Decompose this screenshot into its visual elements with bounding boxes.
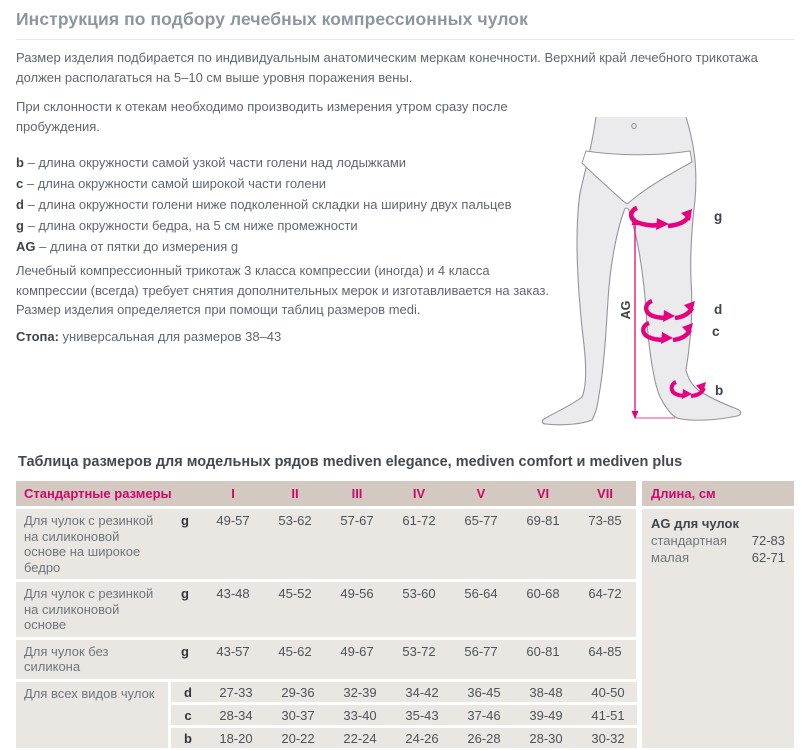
row-label: Для всех видов чулок — [16, 682, 168, 748]
value-cell: 57-67 — [340, 513, 374, 528]
value-cell: 29-36 — [281, 684, 315, 700]
page-title: Инструкция по подбору лечебных компрессионных чулок — [16, 9, 528, 29]
length-title: AG для чулок — [651, 516, 739, 531]
size-table — [16, 481, 794, 748]
value-cell: 49-67 — [340, 643, 374, 659]
value-cell: 43-57 — [216, 643, 250, 659]
value-cell: 60-81 — [526, 643, 560, 659]
value-cell: 39-49 — [529, 707, 563, 723]
definition-g — [16, 215, 561, 236]
table-row — [171, 682, 637, 702]
header-standard-sizes: Стандартные размеры — [16, 481, 202, 506]
value-cell: 40-50 — [591, 684, 625, 700]
definition-key: c — [16, 176, 24, 191]
definition-text: – длина окружности бедра, на 5 см ниже промежности — [23, 218, 358, 233]
definition-text: – длина окружности самой широкой части голени — [23, 176, 327, 191]
length-value: 72-83 — [751, 533, 785, 548]
value-cell: 64-85 — [588, 643, 622, 659]
row-measure: g — [181, 643, 189, 659]
length-row — [651, 549, 785, 566]
row-measure: c — [184, 707, 192, 723]
ag-line-label: AG — [619, 300, 633, 320]
row-label: Для чулок с резинкой на силиконовой основе — [24, 586, 154, 632]
value-cell: 34-42 — [405, 684, 439, 700]
header-size-v: V — [450, 481, 512, 506]
value-cell: 28-30 — [529, 730, 563, 746]
definition-text: – длина от пятки до измерения g — [35, 239, 239, 254]
table-row — [171, 728, 637, 748]
value-cell: 18-20 — [219, 730, 253, 746]
value-cell: 30-32 — [591, 730, 625, 746]
table-body — [16, 509, 794, 748]
value-cell: 41-51 — [591, 707, 625, 723]
g-label: g — [714, 209, 723, 224]
value-cell: 53-62 — [278, 513, 312, 528]
value-cell: 73-85 — [588, 513, 622, 528]
definition-c — [16, 173, 561, 194]
sub-rows — [171, 682, 637, 748]
value-cell: 22-24 — [343, 730, 377, 746]
header-size-vi: VI — [512, 481, 574, 506]
length-name: стандартная — [651, 533, 727, 548]
definition-key: g — [16, 218, 24, 233]
header-size-iv: IV — [388, 481, 450, 506]
header-size-i: I — [202, 481, 264, 506]
value-cell: 49-56 — [340, 586, 374, 601]
value-cell: 20-22 — [281, 730, 315, 746]
value-cell: 24-26 — [405, 730, 439, 746]
intro-section — [16, 40, 794, 450]
value-cell: 45-62 — [278, 643, 312, 659]
row-measure: b — [184, 730, 192, 746]
definition-ag — [16, 236, 561, 257]
value-cell: 45-52 — [278, 586, 312, 601]
paragraph-morning: При склонности к отекам необходимо производить измерения утром сразу после пробуждения. — [16, 99, 508, 134]
foot-note-text: универсальная для размеров 38–43 — [58, 328, 282, 344]
header-size-iii: III — [326, 481, 388, 506]
table-row — [16, 509, 636, 579]
value-cell: 53-60 — [402, 586, 436, 601]
length-row — [651, 532, 785, 549]
definition-key: AG — [16, 239, 36, 254]
table-header-row — [16, 481, 794, 506]
length-column — [642, 509, 794, 748]
value-cell: 53-72 — [402, 643, 436, 659]
table-row-group — [16, 682, 637, 748]
definition-text: – длина окружности самой узкой части голени над лодыжками — [23, 155, 407, 170]
value-cell: 69-81 — [526, 513, 560, 528]
definition-b — [16, 152, 561, 173]
value-cell: 26-28 — [467, 730, 501, 746]
value-cell: 32-39 — [343, 684, 377, 700]
length-name: малая — [651, 550, 690, 565]
value-cell: 27-33 — [219, 684, 253, 700]
length-value: 62-71 — [751, 550, 785, 565]
table-row — [171, 705, 637, 725]
header-size-ii: II — [264, 481, 326, 506]
table-row — [16, 640, 636, 679]
paragraph-custom-order: Лечебный компрессионный трикотаж 3 класса компрессии (иногда) и 4 класса компрессии (всегда) требует снятия дополнительных мерок и изготавливается на заказ. Размер изделия определяется при помощи таблиц размеров medi. — [16, 263, 550, 317]
header-size-vii: VII — [574, 481, 636, 506]
value-cell: 56-64 — [464, 586, 498, 601]
row-label: Для чулок с резинкой на силиконовой основе на широкое бедро — [24, 513, 154, 575]
value-cell: 33-40 — [343, 707, 377, 723]
value-cell: 60-68 — [526, 586, 560, 601]
paragraph-sizing: Размер изделия подбирается по индивидуальным анатомическим меркам конечности. Верхний край лечебного трикотажа должен располагаться на 5–10 см выше уровня поражения вены. — [16, 50, 758, 85]
value-cell: 49-57 — [216, 513, 250, 528]
table-row — [16, 582, 636, 637]
c-label: c — [712, 324, 720, 339]
value-cell: 61-72 — [402, 513, 436, 528]
value-cell: 56-77 — [464, 643, 498, 659]
legs-diagram-svg — [538, 105, 798, 445]
b-label: b — [715, 383, 724, 398]
definition-key: d — [16, 197, 24, 212]
table-heading: Таблица размеров для модельных рядов mediven elegance, mediven comfort и mediven plus — [18, 454, 683, 470]
value-cell: 28-34 — [219, 707, 253, 723]
row-measure: g — [181, 586, 189, 601]
definition-key: b — [16, 155, 24, 170]
definition-text: – длина окружности голени ниже подколенной складки на ширину двух пальцев — [23, 197, 512, 212]
header-length: Длина, см — [642, 481, 794, 506]
value-cell: 43-48 — [216, 586, 250, 601]
d-label: d — [714, 302, 723, 317]
definition-d — [16, 194, 561, 215]
value-cell: 37-46 — [467, 707, 501, 723]
value-cell: 35-43 — [405, 707, 439, 723]
value-cell: 64-72 — [588, 586, 622, 601]
foot-note-key: Стопа: — [16, 328, 59, 344]
row-label: Для чулок без силикона — [24, 643, 109, 674]
legs-measurement-diagram — [538, 105, 798, 445]
row-measure: d — [184, 684, 192, 700]
value-cell: 30-37 — [281, 707, 315, 723]
value-cell: 65-77 — [464, 513, 498, 528]
row-measure: g — [181, 513, 189, 528]
page-header — [16, 0, 794, 30]
value-cell: 36-45 — [467, 684, 501, 700]
value-cell: 38-48 — [529, 684, 563, 700]
